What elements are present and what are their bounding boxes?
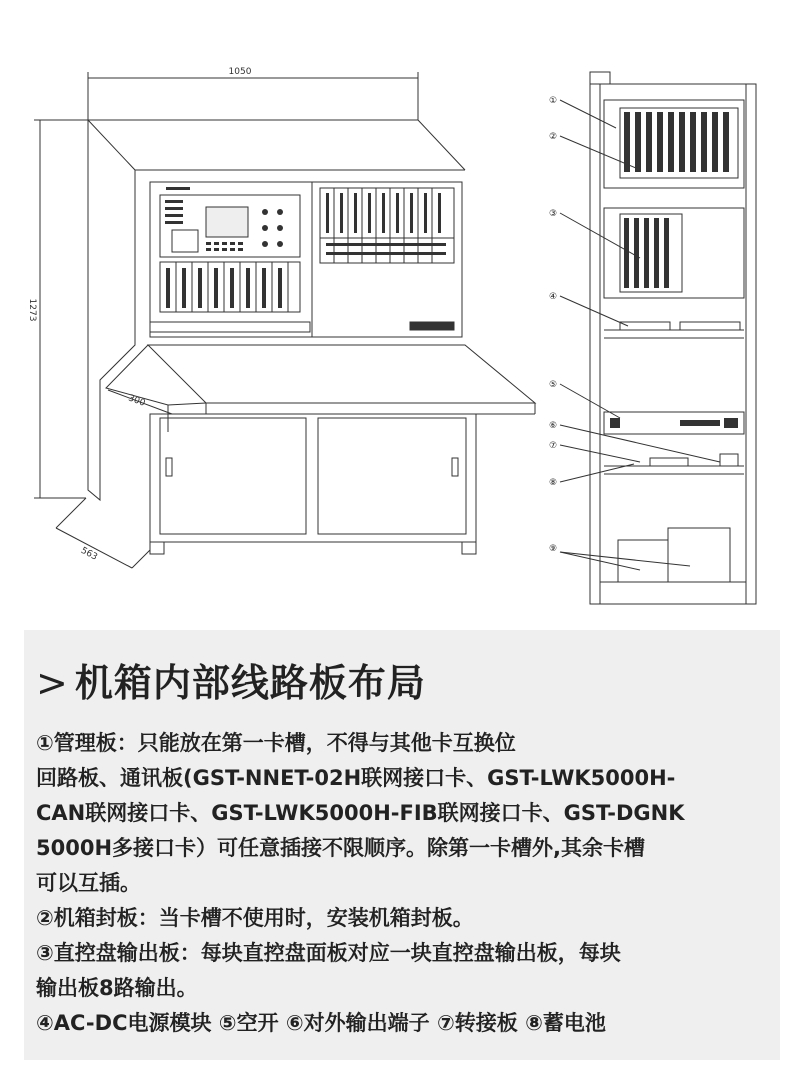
callout-4: ④ [548,292,558,302]
legend-title [36,652,426,707]
control-console-cabinet [34,72,535,568]
legend-line-loop-boards-cont-1: CAN联网接口卡、GST-LWK5000H-FIB联网接口卡、GST-DGNK [36,801,685,825]
callout-9: ⑨ [548,544,558,554]
callout-8: ⑧ [548,478,558,488]
internal-rack-cabinet [560,72,756,604]
callout-3: ③ [548,209,558,219]
legend-body [36,726,774,1041]
base-depth-dimension-label: 563 [79,545,99,563]
width-dimension-label: 1050 [228,67,252,77]
legend-line-output-board-cont: 输出板8路输出。 [36,976,198,1000]
callout-5: ⑤ [548,380,558,390]
callout-6: ⑥ [548,421,558,431]
desk-depth-dimension-label: 300 [126,393,147,409]
callout-2: ② [548,132,558,142]
callout-1: ① [548,96,558,106]
legend-panel [24,630,780,1060]
legend-line-blank-panel: ②机箱封板：当卡槽不使用时，安装机箱封板。 [36,906,474,930]
chevron-right-icon: > [36,661,69,705]
legend-line-output-board: ③直控盘输出板：每块直控盘面板对应一块直控盘输出板，每块 [36,941,621,965]
legend-line-loop-boards-cont-3: 可以互插。 [36,871,141,895]
legend-line-component-list: ④AC-DC电源模块 ⑤空开 ⑥对外输出端子 ⑦转接板 ⑧蓄电池 [36,1011,606,1035]
legend-line-loop-boards: 回路板、通讯板(GST-NNET-02H联网接口卡、GST-LWK5000H- [36,766,676,790]
height-dimension-label: 1273 [27,298,37,322]
legend-line-loop-boards-cont-2: 5000H多接口卡）可任意插接不限顺序。除第一卡槽外,其余卡槽 [36,836,645,860]
callout-7: ⑦ [548,441,558,451]
legend-line-management-board: ①管理板：只能放在第一卡槽，不得与其他卡互换位 [36,731,516,755]
legend-title-text: 机箱内部线路板布局 [74,661,426,705]
